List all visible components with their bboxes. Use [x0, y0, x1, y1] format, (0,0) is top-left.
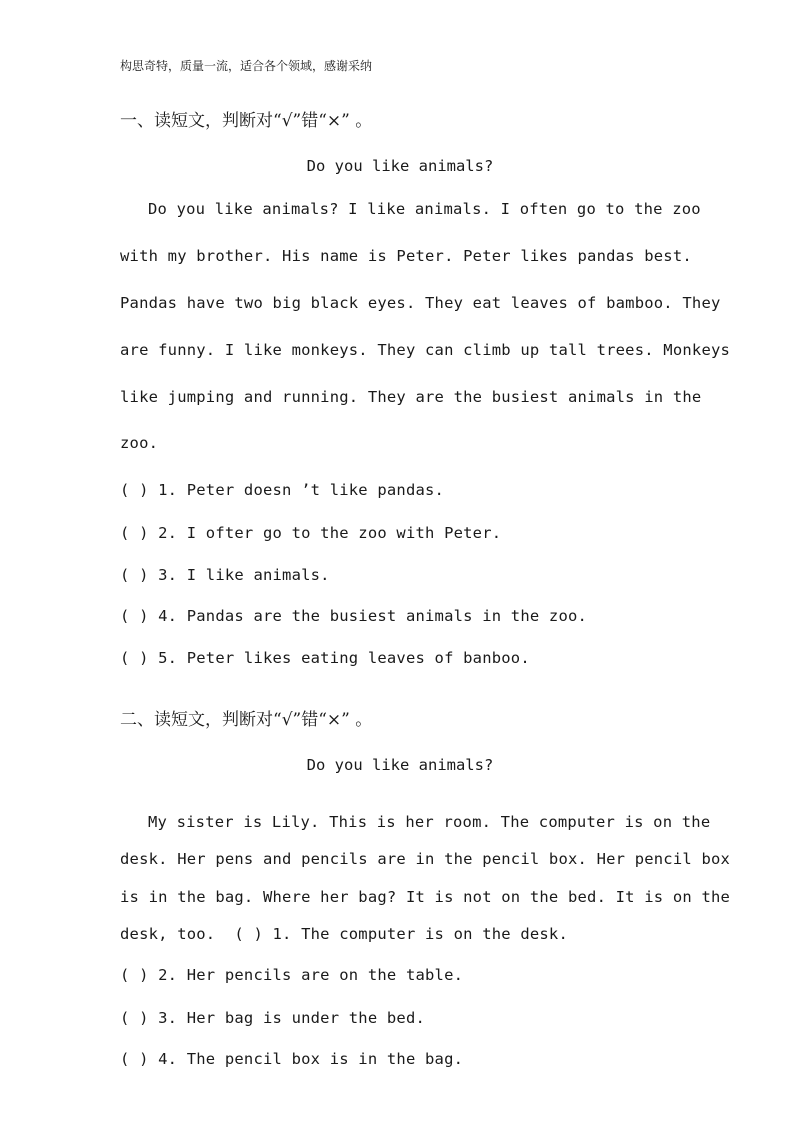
page-header: 构思奇特，质量一流，适合各个领域，感谢采纳 [120, 59, 373, 73]
question-item: ( ) 1. Peter doesn ’t like pandas. [120, 481, 445, 499]
passage-1-line: like jumping and running. They are the busiest animals in the [120, 388, 702, 406]
question-item: ( ) 4. Pandas are the busiest animals in the zoo. [120, 607, 588, 625]
passage-1-line: Pandas have two big black eyes. They eat leaves of bamboo. They [120, 294, 721, 312]
passage-2-line: desk, too. ( ) 1. The computer is on the desk. [120, 925, 568, 943]
section-2-title: Do you like animals? [306, 756, 494, 774]
passage-2-line: is in the bag. Where her bag? It is not on the bed. It is on the [120, 888, 731, 906]
passage-2-line: desk. Her pens and pencils are in the pencil box. Her pencil box [120, 850, 731, 868]
question-item: ( ) 4. The pencil box is in the bag. [120, 1050, 464, 1068]
question-item: ( ) 5. Peter likes eating leaves of banboo. [120, 649, 530, 667]
section-1-title: Do you like animals? [306, 157, 494, 175]
question-item: ( ) 3. Her bag is under the bed. [120, 1009, 426, 1027]
question-item: ( ) 2. I ofter go to the zoo with Peter. [120, 524, 502, 542]
passage-1-line: are funny. I like monkeys. They can climb up tall trees. Monkeys [120, 341, 731, 359]
question-item: ( ) 3. I like animals. [120, 566, 330, 584]
passage-1-line: Do you like animals? I like animals. I often go to the zoo [148, 200, 701, 218]
passage-2-line: My sister is Lily. This is her room. The computer is on the [148, 813, 711, 831]
passage-1-line: with my brother. His name is Peter. Peter likes pandas best. [120, 247, 692, 265]
passage-1-line: zoo. [120, 434, 159, 452]
section-2-heading: 二、读短文，判断对“√”错“×” 。 [120, 710, 373, 730]
section-1-heading: 一、读短文，判断对“√”错“×” 。 [120, 111, 373, 131]
question-item: ( ) 2. Her pencils are on the table. [120, 966, 464, 984]
